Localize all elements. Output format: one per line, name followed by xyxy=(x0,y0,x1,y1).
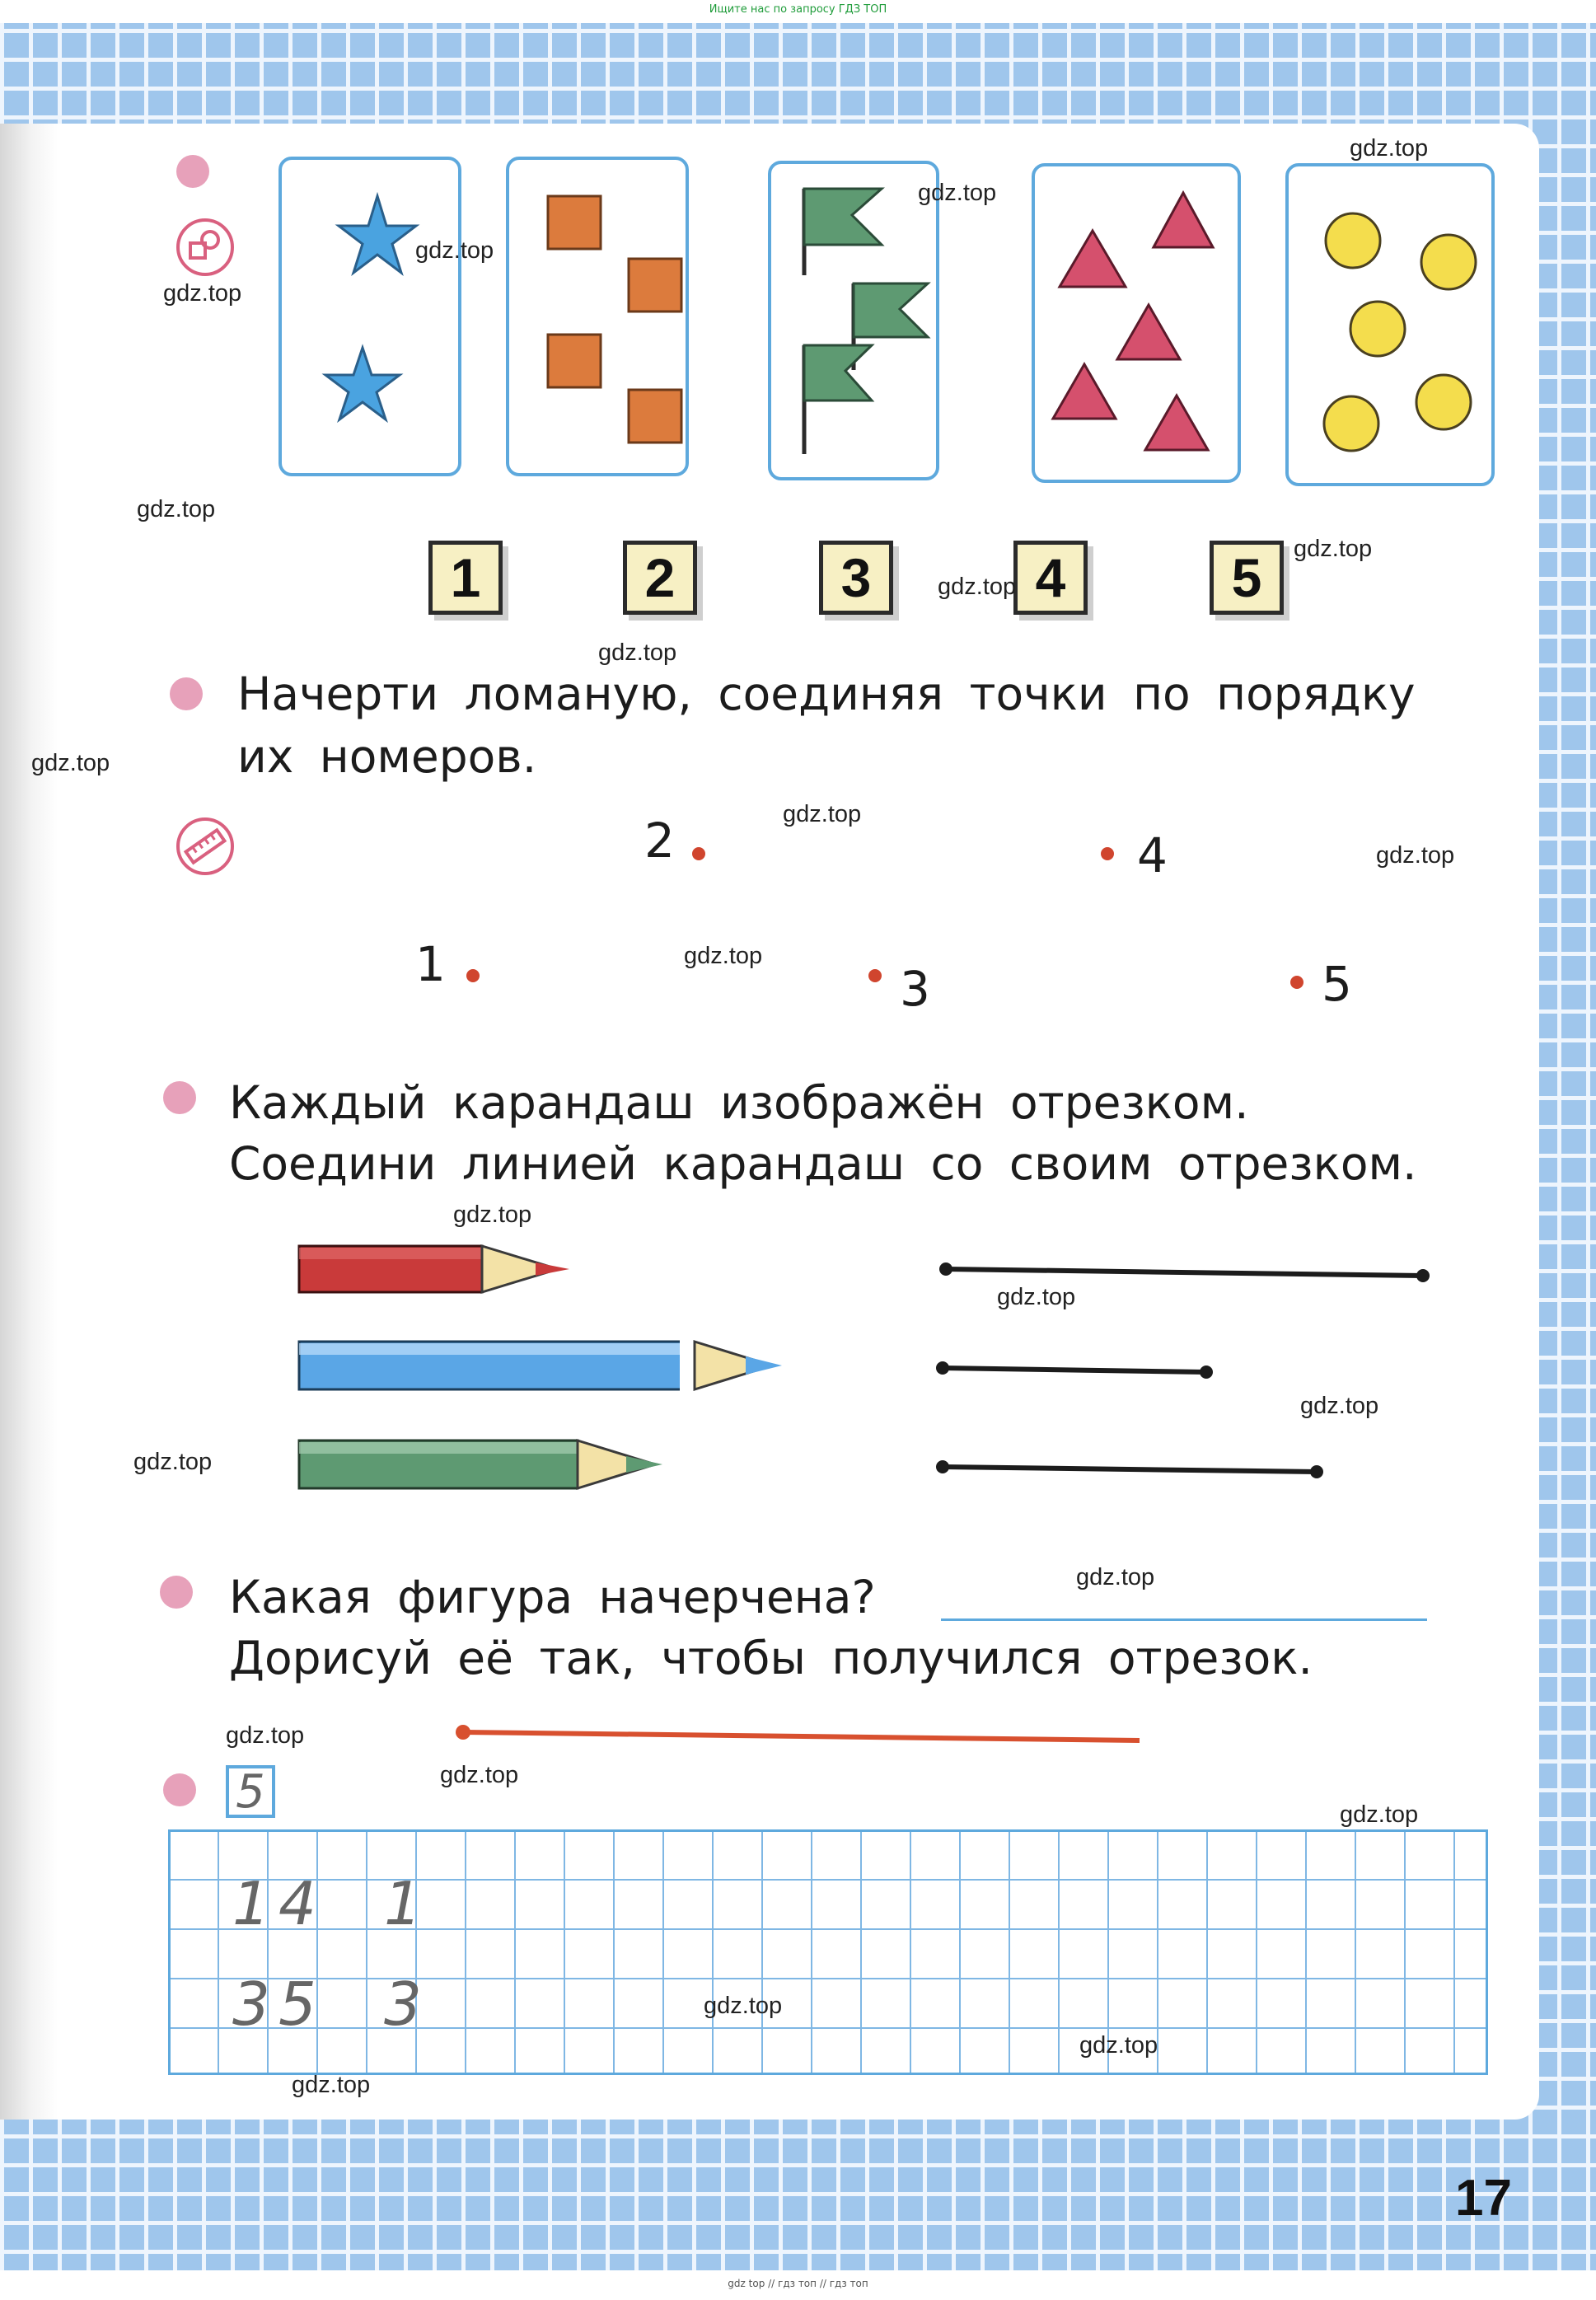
page-number: 17 xyxy=(1455,2170,1512,2227)
watermark: gdz.top xyxy=(1340,1801,1419,1828)
watermark: gdz.top xyxy=(1079,2032,1158,2059)
pencil-green-tip xyxy=(626,1426,676,1475)
number-tile-2: 2 xyxy=(623,541,697,615)
answer-line[interactable] xyxy=(941,1618,1427,1621)
segment-long[interactable] xyxy=(939,1262,1430,1282)
card-squares xyxy=(506,157,689,476)
watermark: gdz.top xyxy=(704,1993,783,2019)
triangle-shape xyxy=(1060,231,1126,287)
circle-shape xyxy=(1350,302,1405,356)
watermark: gdz.top xyxy=(1300,1393,1379,1419)
pencils-group xyxy=(293,1236,680,1508)
point-label-3: 3 xyxy=(900,961,930,1017)
watermark: gdz.top xyxy=(918,180,997,206)
watermark: gdz.top xyxy=(684,943,763,969)
watermark: gdz.top xyxy=(440,1762,519,1788)
watermark: gdz.top xyxy=(1294,536,1373,562)
card-circles xyxy=(1285,163,1495,486)
watermark: gdz.top xyxy=(997,1284,1076,1310)
card-stars xyxy=(278,157,461,476)
watermark: gdz.top xyxy=(133,1449,213,1475)
handwritten-digit: 5 xyxy=(278,1970,328,2039)
triangle-shape xyxy=(1117,305,1180,359)
flag-shape xyxy=(804,345,872,454)
task-bullet xyxy=(163,1773,196,1806)
flag-shape xyxy=(854,283,928,370)
watermark: gdz.top xyxy=(1376,842,1455,869)
shapes-icon xyxy=(176,218,234,276)
watermark: gdz.top xyxy=(1076,1564,1155,1590)
card-triangles xyxy=(1032,163,1241,483)
number-tile-5: 5 xyxy=(1210,541,1284,615)
square-shape xyxy=(548,335,601,387)
top-strip xyxy=(0,0,1596,23)
watermark: gdz.top xyxy=(453,1202,532,1228)
task-polyline-line1: Начерти ломаную, соединяя точки по порядку xyxy=(237,668,1416,720)
watermark: gdz.top xyxy=(31,750,110,776)
handwritten-digit: 1 xyxy=(384,1869,433,1938)
circle-shape xyxy=(1324,396,1378,451)
page-fold xyxy=(0,124,58,2120)
square-shape xyxy=(629,390,681,443)
square-shape xyxy=(548,196,601,249)
triangle-shape xyxy=(1053,364,1116,419)
number-tile-3: 3 xyxy=(819,541,893,615)
writing-grid[interactable] xyxy=(168,1829,1488,2075)
star-shape xyxy=(339,196,416,273)
watermark: gdz.top xyxy=(226,1722,305,1749)
point-1[interactable] xyxy=(466,969,480,982)
pencil-blue-tip xyxy=(680,1319,803,1409)
watermark: gdz.top xyxy=(1350,135,1429,162)
flag-group xyxy=(771,164,939,477)
circle-shape xyxy=(1416,375,1471,429)
pencil-red[interactable] xyxy=(299,1246,569,1292)
point-3[interactable] xyxy=(868,969,882,982)
square-shape xyxy=(629,259,681,312)
point-label-4: 4 xyxy=(1137,827,1168,883)
circle-group xyxy=(1289,166,1491,483)
ray-figure xyxy=(452,1721,1144,1750)
star-group xyxy=(282,160,458,473)
segment-medium[interactable] xyxy=(936,1460,1323,1478)
point-5[interactable] xyxy=(1290,976,1303,989)
bottom-strip xyxy=(0,2270,1596,2300)
number-tile-1: 1 xyxy=(428,541,503,615)
segment-short[interactable] xyxy=(936,1361,1213,1379)
triangle-shape xyxy=(1154,193,1213,247)
square-group xyxy=(509,160,686,473)
task-bullet xyxy=(163,1081,196,1114)
header-note: Ищите нас по запросу ГДЗ ТОП xyxy=(709,3,887,16)
circle-shape xyxy=(1326,213,1380,268)
footer-note: gdz top // гдз топ // гдз топ xyxy=(728,2278,868,2289)
number-tile-4: 4 xyxy=(1013,541,1088,615)
handwritten-digit: 3 xyxy=(232,1970,282,2039)
circle-shape xyxy=(1421,235,1476,289)
digit-box: 5 xyxy=(226,1765,275,1818)
watermark: gdz.top xyxy=(415,237,494,264)
pencil-blue[interactable] xyxy=(299,1342,680,1389)
task-pencils-line2: Соедини линией карандаш со своим отрезком. xyxy=(229,1137,1417,1190)
watermark: gdz.top xyxy=(163,280,242,307)
handwritten-digit: 1 xyxy=(232,1869,282,1938)
star-shape xyxy=(325,348,400,419)
point-label-5: 5 xyxy=(1322,956,1352,1012)
watermark: gdz.top xyxy=(292,2072,371,2098)
task-pencils-line1: Каждый карандаш изображён отрезком. xyxy=(229,1076,1249,1129)
point-label-2: 2 xyxy=(644,813,675,869)
watermark: gdz.top xyxy=(938,574,1017,600)
watermark: gdz.top xyxy=(783,801,862,827)
flag-shape xyxy=(804,189,882,275)
watermark: gdz.top xyxy=(137,496,216,522)
task-polyline-line2: их номеров. xyxy=(237,730,537,783)
pencil-green[interactable] xyxy=(299,1440,655,1488)
task-figure-line1: Какая фигура начерчена? xyxy=(229,1571,876,1623)
triangle-group xyxy=(1035,166,1238,480)
task-figure-line2: Дорисуй её так, чтобы получился отрезок. xyxy=(229,1632,1313,1684)
task-bullet xyxy=(176,155,209,188)
point-label-1: 1 xyxy=(415,936,446,992)
triangle-shape xyxy=(1145,396,1208,450)
ruler-icon xyxy=(176,817,234,875)
watermark: gdz.top xyxy=(598,639,677,666)
point-2[interactable] xyxy=(692,847,705,860)
card-flags xyxy=(768,161,939,480)
task-bullet xyxy=(160,1576,193,1609)
handwritten-digit: 3 xyxy=(384,1970,433,2039)
point-4[interactable] xyxy=(1101,847,1114,860)
handwritten-digit: 4 xyxy=(278,1869,328,1938)
task-bullet xyxy=(170,677,203,710)
